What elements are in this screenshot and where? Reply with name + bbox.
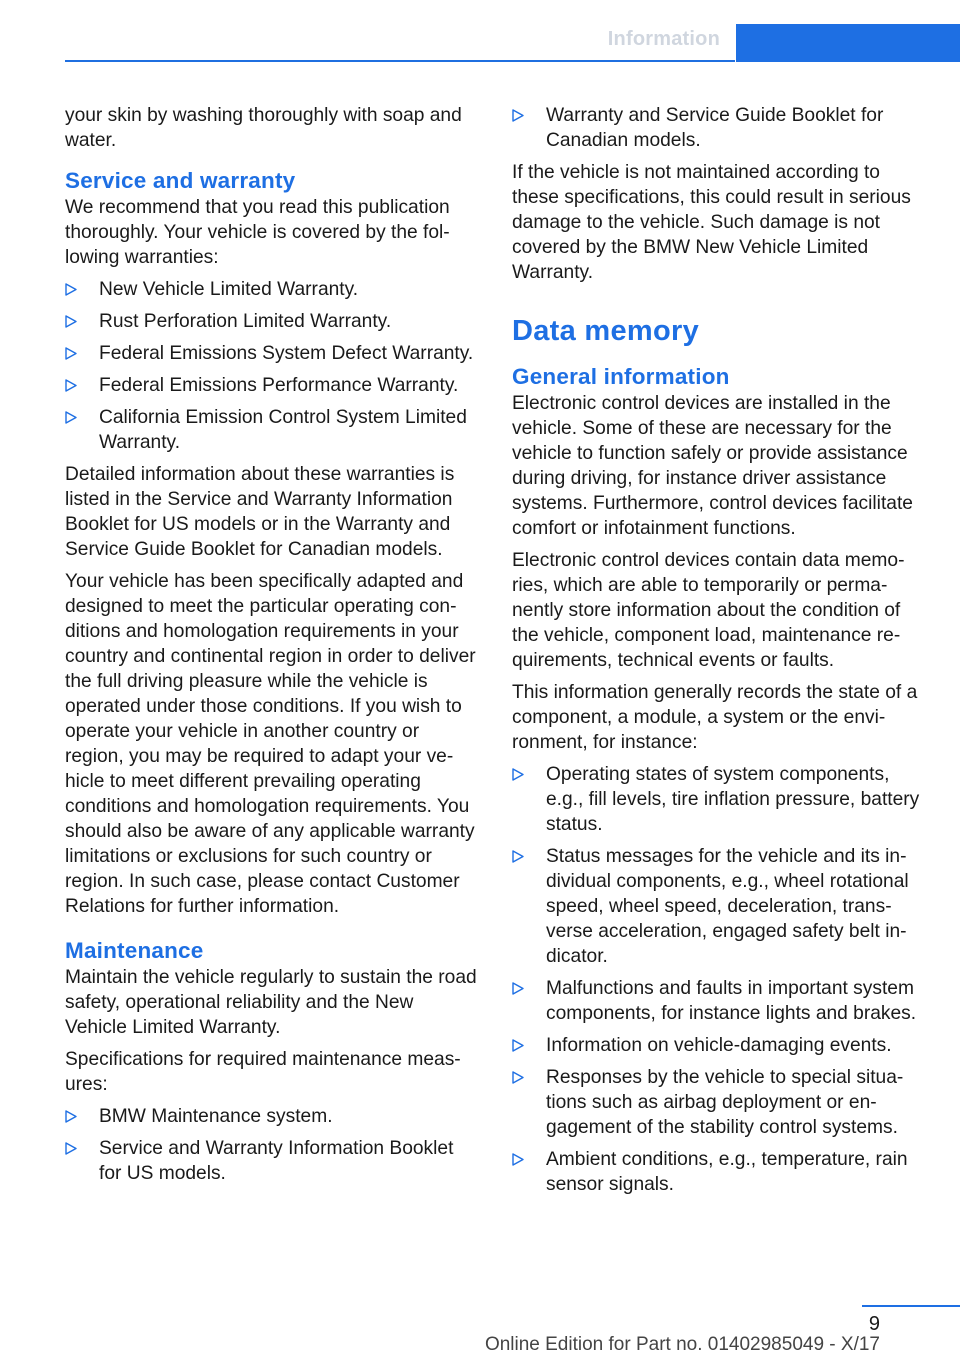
- list-item: [65, 405, 480, 455]
- list-item: [512, 1065, 927, 1140]
- list-item: [65, 1136, 480, 1186]
- header-rule: [65, 60, 735, 62]
- triangle-bullet-icon: [512, 850, 524, 863]
- paragraph: Your vehicle has been specifically adapted and designed to meet the particular operating conditions and homologation requirements in your country and continental region in order to deliver the full driving pleasure while the vehicle is operated under those conditions. If you wish to operate your vehicle in another country or region, you may be required to adapt your vehicle to meet different prevailing operating conditions and homologation requirements. You should also be aware of any applicable warranty limitations or exclusions for such country or region. In such case, please contact Customer Relations for further information.: [65, 571, 476, 917]
- list-item-text: Information on vehicle-damaging events.: [546, 1035, 892, 1056]
- header-accent-block: [736, 24, 960, 62]
- paragraph: This information generally records the state of a component, a module, a system or the environment, for instance:: [512, 682, 918, 753]
- triangle-bullet-icon: [512, 1039, 524, 1052]
- paragraph: Electronic control devices are installed in the vehicle. Some of these are necessary for the vehicle to function safely or provide assistance during driving, for instance driver assistance systems. Furthermore, control devices facilitate comfort or infotainment functions.: [512, 393, 913, 539]
- footer-rule: [862, 1305, 960, 1307]
- triangle-bullet-icon: [65, 411, 77, 424]
- list-item-text: Warranty and Service Guide Booklet for Canadian models.: [546, 105, 884, 151]
- list-item: [65, 277, 480, 302]
- list-item-text: Rust Perforation Limited Warranty.: [99, 311, 392, 332]
- left-column: [65, 103, 480, 1193]
- heading-general-information: General information: [512, 364, 730, 389]
- list-item-text: Federal Emissions System Defect Warranty.: [99, 343, 474, 364]
- triangle-bullet-icon: [512, 109, 524, 122]
- list-item: [65, 1104, 480, 1129]
- heading-data-memory: Data memory: [512, 315, 700, 347]
- list-item-text: Operating states of system components, e.g., fill levels, tire inflation pressure, battery status.: [546, 764, 920, 835]
- triangle-bullet-icon: [65, 379, 77, 392]
- list-item: [512, 844, 927, 969]
- list-item-text: Malfunctions and faults in important system components, for instance lights and brakes.: [546, 978, 917, 1024]
- list-item: [512, 1147, 927, 1197]
- triangle-bullet-icon: [65, 1142, 77, 1155]
- list-item-text: Federal Emissions Performance Warranty.: [99, 375, 459, 396]
- footer-edition: Online Edition for Part no. 01402985049 - X/17: [484, 1334, 880, 1355]
- triangle-bullet-icon: [512, 982, 524, 995]
- list-item-text: New Vehicle Limited Warranty.: [99, 279, 359, 300]
- list-item: [65, 373, 480, 398]
- triangle-bullet-icon: [65, 1110, 77, 1123]
- triangle-bullet-icon: [65, 347, 77, 360]
- list-item-text: Ambient conditions, e.g., temperature, rain sensor signals.: [546, 1149, 908, 1195]
- paragraph: Detailed information about these warranties is listed in the Service and Warranty Information Booklet for US models or in the Warranty and Service Guide Booklet for Canadian models.: [65, 464, 455, 560]
- list-item-text: California Emission Control System Limited Warranty.: [99, 407, 467, 453]
- maintenance-list: [65, 1104, 480, 1186]
- list-item: [65, 309, 480, 334]
- triangle-bullet-icon: [65, 283, 77, 296]
- list-item: [512, 762, 927, 837]
- paragraph: Specifications for required maintenance measures:: [65, 1049, 461, 1095]
- data-examples-list: [512, 762, 927, 1197]
- paragraph: Electronic control devices contain data memories, which are able to temporarily or permanently store information about the condition of the vehicle, component load, maintenance requirements, technical events or faults.: [512, 550, 905, 671]
- list-item: [512, 976, 927, 1026]
- paragraph: We recommend that you read this publication thoroughly. Your vehicle is covered by the following warranties:: [65, 197, 450, 268]
- list-item-text: Responses by the vehicle to special situations such as airbag deployment or engagement of the stability control systems.: [546, 1067, 904, 1138]
- warranty-list: [65, 277, 480, 455]
- section-title: Information: [607, 28, 720, 50]
- heading-service-warranty: Service and warranty: [65, 168, 296, 193]
- triangle-bullet-icon: [512, 1071, 524, 1084]
- booklet-list: [512, 103, 927, 153]
- list-item-text: BMW Maintenance system.: [99, 1106, 333, 1127]
- triangle-bullet-icon: [512, 1153, 524, 1166]
- right-column: [512, 103, 927, 1204]
- list-item: [512, 103, 927, 153]
- list-item: [65, 341, 480, 366]
- paragraph: Maintain the vehicle regularly to sustain the road safety, operational reliability and the New Vehicle Limited Warranty.: [65, 967, 477, 1038]
- list-item-text: Status messages for the vehicle and its individual components, e.g., wheel rotational speed, wheel speed, deceleration, transverse acceleration, engaged safety belt indicator.: [546, 846, 909, 967]
- paragraph: If the vehicle is not maintained according to these specifications, this could result in serious damage to the vehicle. Such damage is not covered by the BMW New Vehicle Limited Warranty.: [512, 162, 911, 283]
- list-item-text: Service and Warranty Information Booklet for US models.: [99, 1138, 454, 1184]
- paragraph: your skin by washing thoroughly with soap and water.: [65, 105, 462, 151]
- heading-maintenance: Maintenance: [65, 938, 204, 963]
- list-item: [512, 1033, 927, 1058]
- triangle-bullet-icon: [512, 768, 524, 781]
- triangle-bullet-icon: [65, 315, 77, 328]
- page-number: 9: [868, 1313, 880, 1335]
